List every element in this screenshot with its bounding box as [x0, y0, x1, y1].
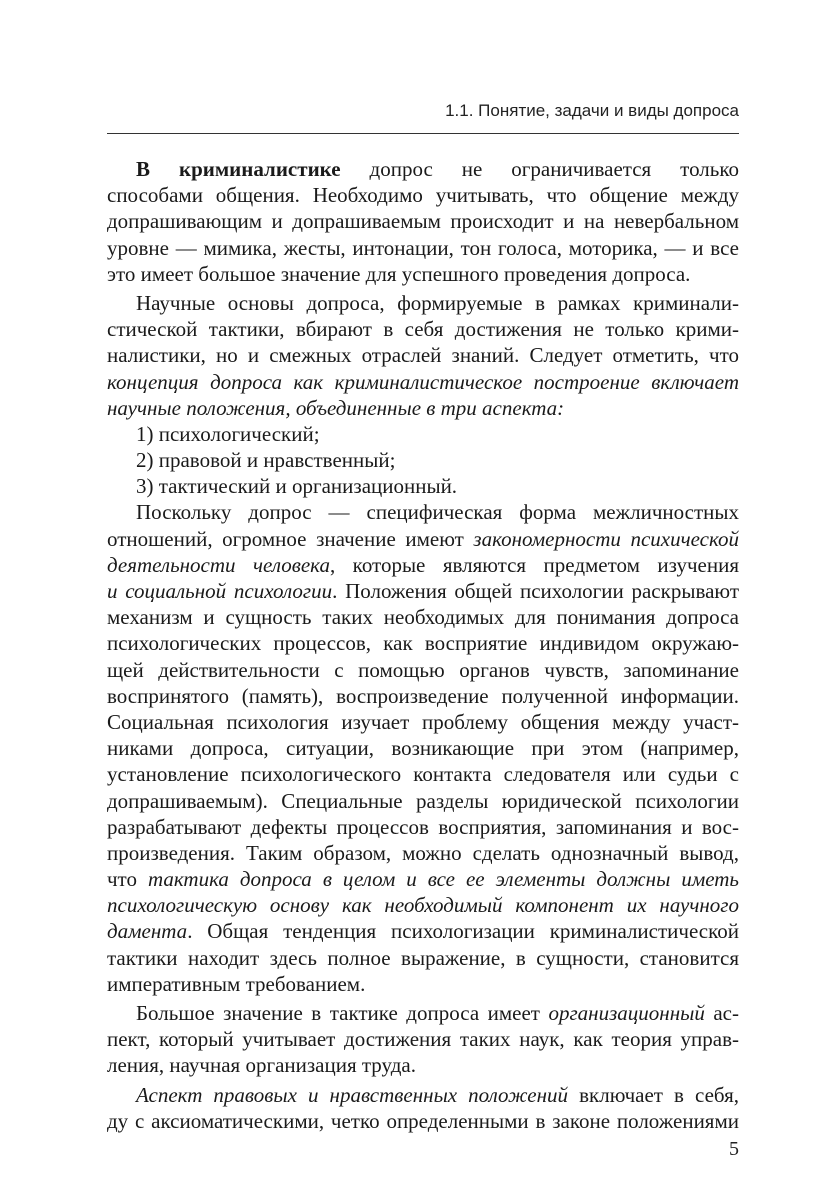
text-line: уровне — мимика, жесты, интонации, тон голоса, моторика, — и все	[107, 235, 739, 260]
text-line: щей действительности с помощью органов чувств, запоминание	[107, 657, 739, 682]
running-header: 1.1. Понятие, задачи и виды допроса	[445, 101, 739, 120]
aspects-list	[107, 421, 739, 500]
text-line: психологическую основу как необходимый компонент их научного	[107, 893, 739, 918]
text-line: что тактика допроса в целом и все ее элементы должны иметь	[107, 867, 739, 892]
list-item: 3) тактический и организационный.	[136, 474, 458, 499]
text-line: отношений, огромное значение имеют закономерности психической	[107, 526, 739, 551]
list-item: 2) правовой и нравственный;	[136, 448, 396, 473]
paragraph	[107, 1000, 739, 1079]
text-line: пект, который учитывает достижения таких наук, как теория управ-	[107, 1027, 739, 1052]
text-line: тактики находит здесь полное выражение, в сущности, становится	[107, 945, 739, 970]
text-line: это имеет большое значение для успешного проведения допроса.	[107, 261, 691, 286]
text-line: допрашивающим и допрашиваемым происходит и на невербальном	[107, 209, 739, 234]
text-line: Аспект правовых и нравственных положений включает в себя,	[136, 1082, 739, 1107]
text-line: Большое значение в тактике допроса имеет организационный ас-	[136, 1001, 739, 1025]
text-line: научные положения, объединенные в три аспекта:	[107, 395, 565, 420]
text-line: и социальной психологии. Положения общей психологии раскрывают	[107, 579, 739, 603]
paragraph	[107, 499, 739, 997]
text-line: концепция допроса как криминалистическое построение включает	[107, 369, 739, 394]
text-line: императивным требованием.	[107, 971, 366, 996]
text-line: ления, научная организация труда.	[107, 1053, 416, 1078]
text-line: допрашиваемым). Специальные разделы юридической психологии	[107, 788, 739, 813]
text-line: ду с аксиоматическими, четко определенными в законе положениями	[107, 1108, 739, 1133]
text-line: способами общения. Необходимо учитывать, что общение между	[107, 183, 739, 208]
text-line: дамента. Общая тенденция психологизации криминалистической	[107, 919, 739, 944]
bold-term: В криминалистике	[136, 157, 341, 181]
page-number: 5	[729, 1138, 739, 1160]
paragraph	[107, 156, 739, 287]
list-item: 1) психологический;	[136, 421, 320, 446]
text-line: Социальная психология изучает проблему общения между участ-	[107, 709, 739, 734]
text-line: деятельности человека, которые являются предметом изучения	[107, 552, 739, 577]
text-line: произведения. Таким образом, можно сделать однозначный вывод,	[107, 840, 739, 865]
paragraph	[107, 290, 739, 421]
text-line: установление психологического контакта следователя или судьи с	[107, 762, 739, 787]
paragraph	[107, 1082, 739, 1134]
text-line: Поскольку допрос — специфическая форма межличностных	[136, 500, 739, 525]
text-line: никами допроса, ситуации, возникающие при этом (например,	[107, 736, 739, 761]
text-line: механизм и сущность таких необходимых для понимания допроса	[107, 605, 739, 630]
text-line: Научные основы допроса, формируемые в рамках криминали-	[136, 290, 739, 315]
header-divider	[107, 133, 739, 134]
text-line: налистики, но и смежных отраслей знаний. Следует отметить, что	[107, 343, 739, 368]
text-line: воспринятого (память), воспроизведение полученной информации.	[107, 683, 739, 708]
text-line: стической тактики, вбирают в себя достижения не только крими-	[107, 317, 739, 342]
text-line: В криминалистике допрос не ограничивается только	[136, 157, 739, 181]
text-line: психологических процессов, как восприятие индивидом окружаю-	[107, 631, 739, 656]
body-text	[107, 156, 739, 1134]
text-line: разрабатывают дефекты процессов восприятия, запоминания и вос-	[107, 814, 739, 839]
